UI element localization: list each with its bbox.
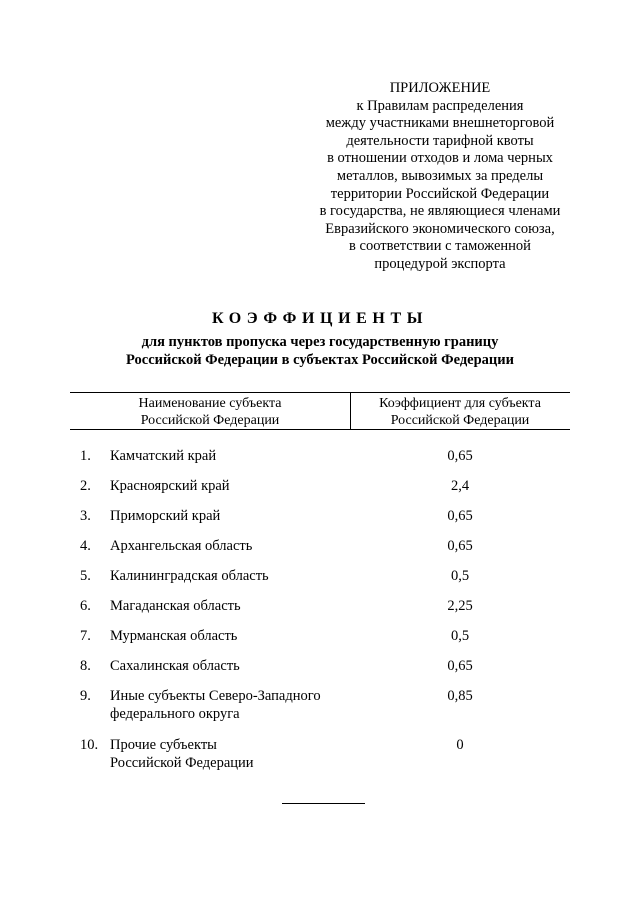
subject-name-line: Прочие субъекты xyxy=(110,737,217,753)
row-number: 3. xyxy=(80,508,91,524)
row-number: 4. xyxy=(80,538,91,554)
row-number: 6. xyxy=(80,598,91,614)
subject-name xyxy=(110,628,350,646)
coefficient-value: 0 xyxy=(456,737,464,753)
subject-name-line: Российской Федерации xyxy=(110,754,254,771)
end-rule xyxy=(282,803,365,804)
subject-name xyxy=(110,658,350,676)
coefficient-value: 2,4 xyxy=(450,478,470,494)
coefficient-value: 0,65 xyxy=(447,448,473,464)
subject-name-line: Мурманская область xyxy=(110,628,238,644)
subject-name xyxy=(110,508,350,526)
table-header-rule xyxy=(70,429,570,430)
row-number: 5. xyxy=(80,568,91,584)
row-number: 7. xyxy=(80,628,91,644)
column-header-line: Российской Федерации xyxy=(390,412,530,428)
subtitle-line: Российской Федерации в субъектах Российской Федерации xyxy=(126,352,514,368)
subject-name-line: федерального округа xyxy=(110,705,240,722)
subject-name xyxy=(110,448,350,466)
subject-name xyxy=(110,598,350,616)
column-header-line: Российской Федерации xyxy=(140,412,280,428)
subject-name xyxy=(110,478,350,496)
subject-name xyxy=(110,737,350,772)
coefficient-value: 0,5 xyxy=(450,568,470,584)
subject-name xyxy=(110,538,350,556)
column-header-line: Коэффициент для субъекта xyxy=(379,396,541,411)
subject-name-line: Красноярский край xyxy=(110,478,230,494)
row-number: 10. xyxy=(80,737,99,753)
subject-name-line: Камчатский край xyxy=(110,448,217,464)
appendix-line: Евразийского экономического союза, xyxy=(325,220,555,237)
subject-name-line: Архангельская область xyxy=(110,538,253,554)
column-header-coefficient xyxy=(350,396,570,429)
subject-name-line: Магаданская область xyxy=(110,598,241,614)
document-title: КОЭФФИЦИЕНТЫ xyxy=(211,310,429,327)
row-number: 9. xyxy=(80,688,91,704)
appendix-line: в соответствии с таможенной xyxy=(349,238,531,255)
coefficient-value: 0,65 xyxy=(447,508,473,524)
document-subtitle xyxy=(0,333,640,369)
appendix-line: металлов, вывозимых за пределы xyxy=(336,167,544,184)
appendix-heading: ПРИЛОЖЕНИЕ xyxy=(389,80,491,96)
subject-name-line: Сахалинская область xyxy=(110,658,240,674)
row-number: 2. xyxy=(80,478,91,494)
subject-name-line: Приморский край xyxy=(110,508,221,524)
coefficient-value: 0,5 xyxy=(450,628,470,644)
appendix-line: между участниками внешнеторговой xyxy=(325,115,555,132)
column-header-line: Наименование субъекта xyxy=(138,396,282,411)
subtitle-line: для пунктов пропуска через государственную границу xyxy=(141,334,499,350)
subject-name xyxy=(110,568,350,586)
column-header-name xyxy=(70,396,350,429)
row-number: 8. xyxy=(80,658,91,674)
appendix-line: в государства, не являющиеся членами xyxy=(319,203,561,220)
coefficient-value: 2,25 xyxy=(447,598,473,614)
appendix-block xyxy=(300,80,580,274)
subject-name xyxy=(110,688,350,723)
coefficient-value: 0,85 xyxy=(447,688,473,704)
coefficient-value: 0,65 xyxy=(447,658,473,674)
subject-name-line: Калининградская область xyxy=(110,568,269,584)
appendix-line: процедурой экспорта xyxy=(374,255,506,272)
row-number: 1. xyxy=(80,448,91,464)
subject-name-line: Иные субъекты Северо-Западного xyxy=(110,688,321,704)
appendix-line: в отношении отходов и лома черных xyxy=(327,150,553,167)
coefficient-value: 0,65 xyxy=(447,538,473,554)
table-top-rule xyxy=(70,392,570,393)
appendix-line: деятельности тарифной квоты xyxy=(346,132,534,149)
appendix-line: к Правилам распределения xyxy=(356,97,524,114)
appendix-line: территории Российской Федерации xyxy=(330,185,550,202)
